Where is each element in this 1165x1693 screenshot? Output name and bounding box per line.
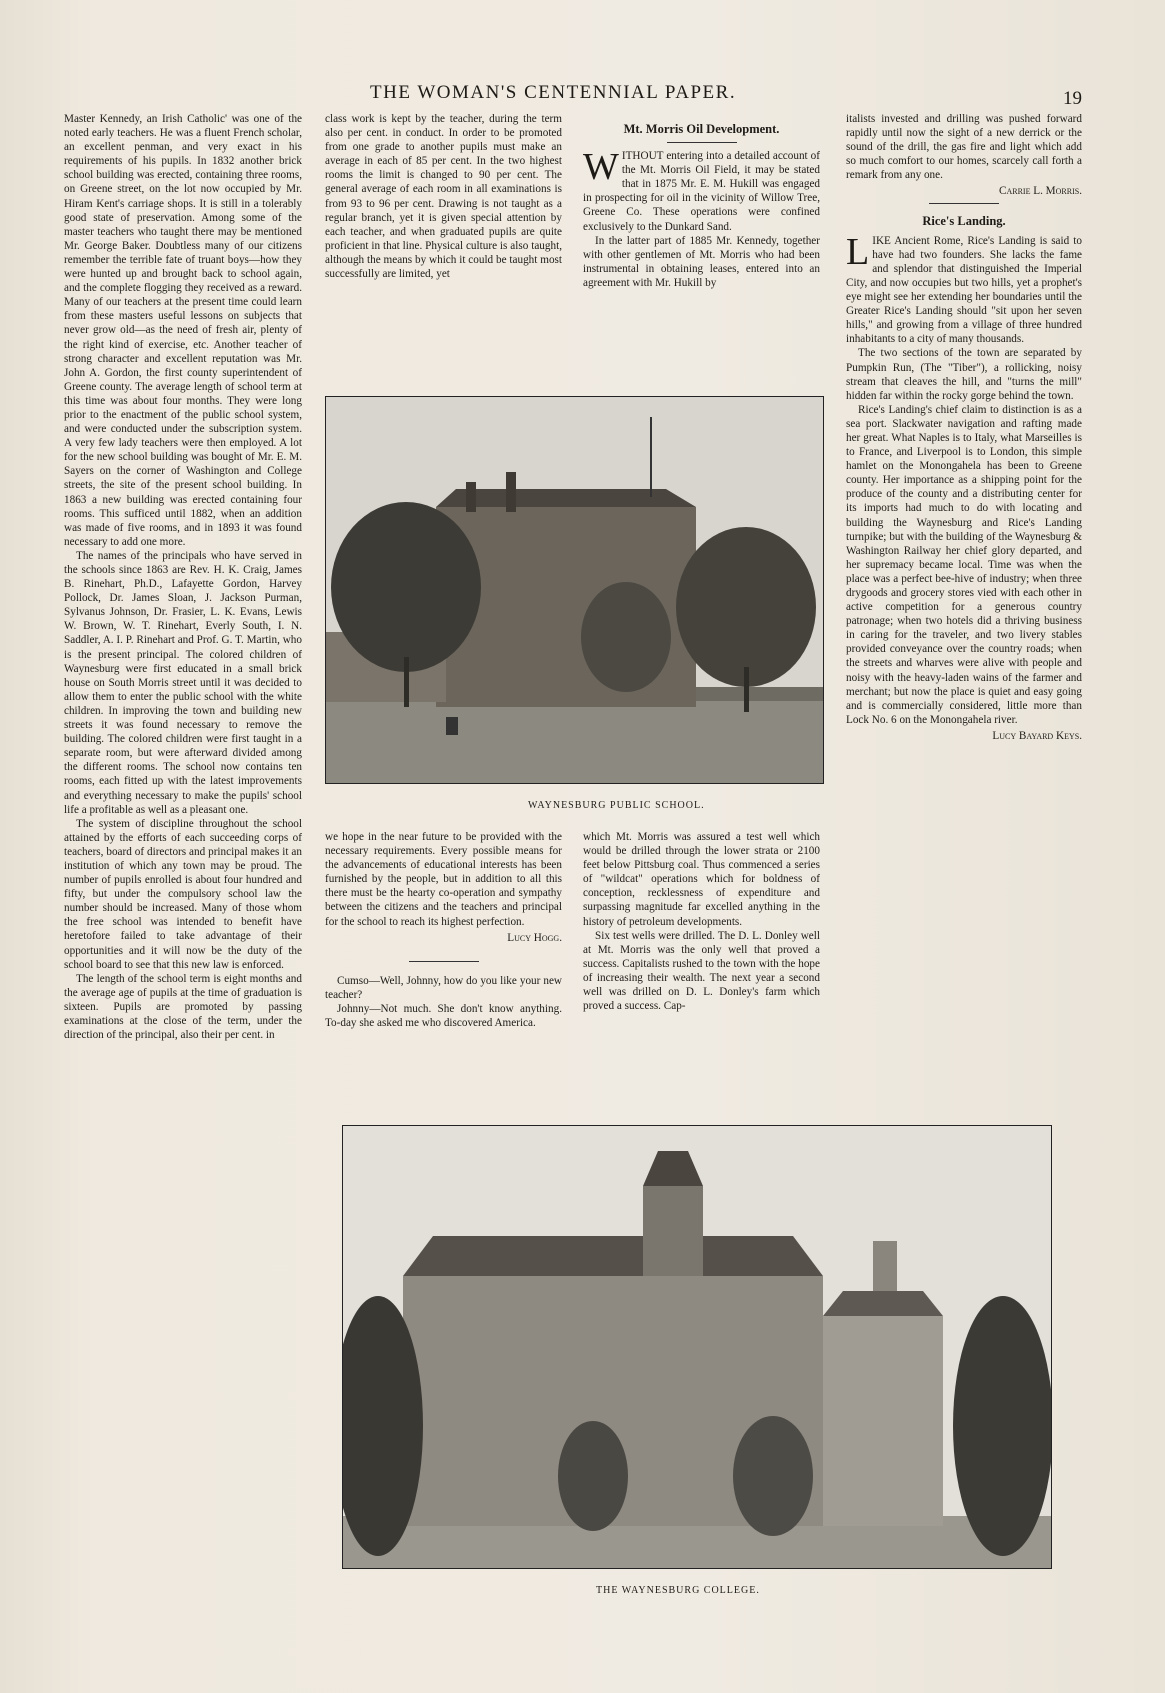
anecdote-line: Cumso—Well, Johnny, how do you like your new teacher? [325,974,562,1001]
college-illustration [342,1125,1052,1569]
signature-hogg: Lucy Hogg. [507,931,562,944]
column-1 [64,112,302,1042]
paragraph: The names of the principals who have served in the schools since 1863 are Rev. H. K. Craig, James B. Rinehart, Ph.D., Lafayette Gordon, Harvey Pollock, Dr. James Sloan, J. Jackson Purman, Sylvanus Johnson, Dr. Frasier, L. K. Evans, Lewis W. Brown, W. T. Rinehart, Everly South, I. N. Saddler, A. I. P. Rinehart and Prof. G. T. Martin, who is the present principal. The colored children of Waynesburg were first educated in a small brick house on South Morris street until it was decided to allow them to enter the public school with the white children. In improving the town and building new streets it was found necessary to remove the building. The colored children were first taught in a separate room, but were afterward divided among the different rooms. The school now contains ten rooms, each fitted up with the latest improvements and everything necessary to make the pupils' school life a profitable as well as a pleasant one. [64,549,302,816]
divider [929,203,999,204]
signature-morris: Carrie L. Morris. [999,185,1082,198]
paragraph: which Mt. Morris was assured a test well which would be drilled through the lower strata or 2100 feet below Pittsburg coal. Thus commenced a series of "wildcat" operations which for boldness of conception, recklessness of expenditure and surpassing magnitude far excelled anything in the history of petroleum developments. [583,831,820,928]
column-4 [846,112,1082,743]
figure-caption-college: THE WAYNESBURG COLLEGE. [596,1585,760,1596]
anecdote-line: Johnny—Not much. She don't know anything. To-day she asked me who discovered America. [325,1002,562,1030]
paragraph: The two sections of the town are separated by Pumpkin Run, (The "Tiber"), a rollicking, noisy stream that cleaves the hill, and "turns the mill" hidden far within the rocky gorge behind the town. [846,347,1082,402]
paragraph: The length of the school term is eight months and the average age of pupils at the time of graduation is sixteen. Pupils are promoted by passing examinations at the close of the term, under the direction of the principal, also their per cent. in [64,972,302,1042]
article-heading-rices-landing: Rice's Landing. [922,213,1006,228]
paragraph: we hope in the near future to be provided with the necessary requirements. Every possible means for the advancements of educational interests has been furnished by the people, but in addition to all this there must be the hearty co-operation and sympathy between the citizens and the teachers and principal for the school to reach its highest perfection. [325,831,562,928]
divider [409,961,479,962]
paragraph: Master Kennedy, an Irish Catholic' was one of the noted early teachers. He was a fluent French scholar, an excellent penman, and very exact in his requirements of his pupils. In 1832 another brick school building was erected, containing three rooms, on Greene street, on the lot now occupied by Mr. Hiram Kent's carriage shops. It is still in a tolerably good state of preservation. Among some of the master teachers who taught there may be mentioned Mr. George Baker. Doubtless many of our citizens remember the terrible fate of truant boys—how they were hunted up and brought back to school again, and the complete flogging they received as a reward. Many of our teachers at the present time could learn from these masters useful lessons on subjects that never grow old—as the need of fresh air, plenty of the right kind of exercise, etc. Another teacher of strong character and excellent reputation was Mr. John A. Gordon, the first county superintendent of Greene county. The average length of school term at this time was about four months. They were long prior to the enactment of the public school system, and were conducted under the subscription system. A very few lady teachers were then employed. A lot for the new school building was bought of Mr. E. M. Sayers on the corner of Washington and College streets, the site of the present school building. In 1863 a new building was erected containing four rooms. This sufficed until 1882, when an addition was made of five rooms, and in 1893 it was found necessary to add one more. [64,113,302,548]
signature-keys: Lucy Bayard Keys. [992,729,1082,742]
paragraph: ITHOUT entering into a detailed account of the Mt. Morris Oil Field, it may be stated that in 1875 Mr. E. M. Hukill was engaged in prospecting for oil in the vicinity of Willow Tree, Greene Co. These operations were confined exclusively to the Dunkard Sand. [583,150,820,233]
column-3-bottom [583,830,820,1013]
college-image [343,1126,1051,1568]
column-2-bottom [325,830,562,1030]
column-2-top [325,112,562,281]
paragraph: Rice's Landing's chief claim to distinction is as a sea port. Slackwater navigation and rafting made her great. What Naples is to Italy, what Marseilles is to France, and Liverpool is to London, this simple hamlet on the Monongahela has been to Greene county. Her importance as a shipping point for the produce of the county and a distributing center for its imports had much to do with locating and building the Waynesburg and Rice's Landing turnpike; but with the building of the Waynesburg & Washington Railway her chief glory departed, and her supremacy became local. Time was when the place was a perfect bee-hive of industry; when three drygoods and grocery stores vied with each other in active competition for a generous country patronage; when two hotels did a thriving business in caring for the traveler, and two livery stables provided conveyance over the country roads; when the streets and wharves were alive with people and noisy with the heavy-laden wains of the farmer and merchant; but now the place is quiet and easy going and is commercially considered, little more than Lock No. 6 on the Monongahela river. [846,403,1082,726]
paragraph: class work is kept by the teacher, during the term also per cent. in conduct. In order to be promoted from one grade to another pupils must make an average in each of 85 per cent. In the two highest rooms the limit is changed to 90 per cent. The general average of each room in all examinations is from 93 to 96 per cent. Drawing is not taught as a regular branch, yet it is given special attention by each teacher, and when graduated pupils are quite proficient in that line. Physical culture is also taught, although the means by which it could be taught most successfully are limited, yet [325,113,562,281]
paragraph: italists invested and drilling was pushed forward rapidly until now the sight of a new derrick or the sound of the drill, the gas fire and light which add so much comfort to our homes, scarcely call forth a remark from any one. [846,113,1082,182]
divider [667,142,737,143]
page-header: THE WOMAN'S CENTENNIAL PAPER. [370,82,737,103]
paragraph: In the latter part of 1885 Mr. Kennedy, together with other gentlemen of Mt. Morris who had been instrumental in obtaining leases, entered into an agreement with Mr. Hukill by [583,234,820,289]
paragraph: Six test wells were drilled. The D. L. Donley well at Mt. Morris was the only well that proved a success. Capitalists rushed to the town with the hope of increasing their wealth. The next year a second well was drilled on D. L. Donley's farm which proved a success. Cap- [583,929,820,1013]
article-heading-oil: Mt. Morris Oil Development. [623,122,780,136]
drop-cap: W [583,146,619,189]
drop-cap: L [846,230,870,273]
column-3-top [583,112,820,290]
paragraph: The system of discipline throughout the school attained by the efforts of each succeeding corps of teachers, board of directors and principal makes it an institution of which any town may be proud. The number of pupils enrolled is about four hundred and fifty, but under the compulsory school law the number should be increased. Many of those whom the free school was intended to benefit have heretofore failed to take advantage of their opportunities and it will now be the duty of the school board to see that this new law is enforced. [64,817,302,971]
page-number: 19 [1063,88,1082,109]
public-school-illustration [325,396,824,784]
public-school-image [326,397,823,783]
paragraph: IKE Ancient Rome, Rice's Landing is said to have had two founders. She lacks the fame and splendor that distinguished the Imperial City, and now occupies but two hills, yet a prophet's eye might see her extending her boundaries until the Greater Rice's Landing should "sit upon her seven hills," and growing from a village of three hundred inhabitants to a city of many thousands. [846,234,1082,346]
figure-caption-public-school: WAYNESBURG PUBLIC SCHOOL. [528,800,705,811]
